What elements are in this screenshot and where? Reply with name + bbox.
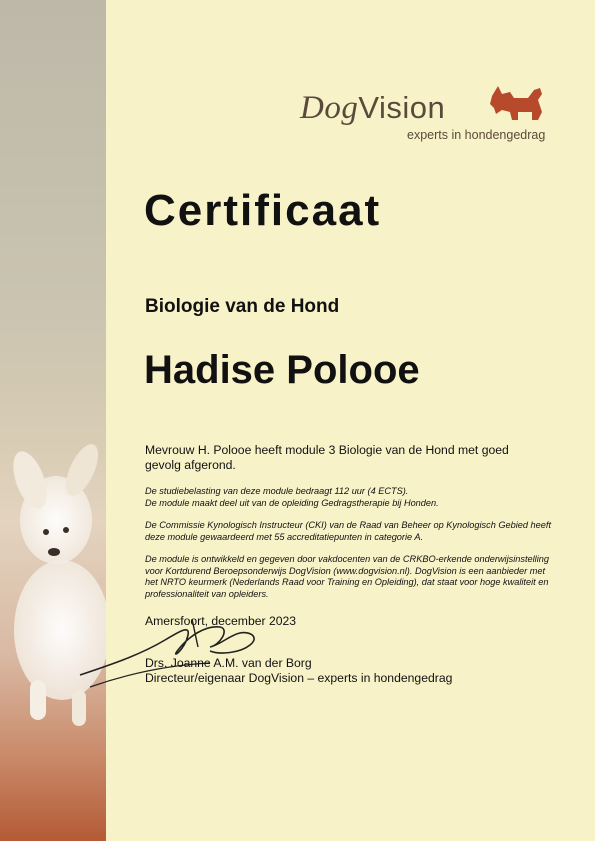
scottie-dog-icon [488, 82, 548, 124]
logo-wordmark [300, 90, 445, 127]
institution-paragraph: De module is ontwikkeld en gegeven door vakdocenten van de CRKBO-erkende onderwijsinstelling voor Kortdurend Beroepsonderwijs DogVision (www.dogvision.nl). DogVision is een aanbieder met het NRTO keurmerk (Nederlands Raad voor Training en Opleiding), dat staat voor hoge kwaliteit en professionaliteit van opleiders. [145, 554, 549, 599]
place-date: Amersfoort, december 2023 [145, 614, 297, 628]
completion-statement: Mevrouw H. Polooe heeft module 3 Biologie van de Hond met goed gevolg afgerond. [145, 443, 509, 472]
sidebar-photo [0, 0, 106, 841]
certificate-title: Certificaat [144, 186, 382, 235]
logo-tagline: experts in hondengedrag [407, 128, 546, 142]
logo-word-dog: Dog [300, 90, 359, 126]
signer-name: Drs. Joanne A.M. van der Borg [145, 656, 312, 670]
signer-role: Directeur/eigenaar DogVision – experts in hondengedrag [145, 670, 453, 685]
logo-word-vision: Vision [358, 90, 446, 125]
module-name: Biologie van de Hond [145, 296, 340, 317]
study-load-paragraph [145, 486, 555, 509]
dog-photo-illustration [0, 0, 106, 841]
dogvision-logo [300, 82, 550, 152]
recipient-name: Hadise Polooe [144, 348, 420, 392]
accreditation-paragraph: De Commissie Kynologisch Instructeur (CKI) van de Raad van Beheer op Kynologisch Gebied heeft deze module gewaardeerd met 55 accreditatiepunten in categorie A. [145, 520, 551, 542]
program-line: De module maakt deel uit van de opleiding Gedragstherapie bij Honden. [145, 497, 439, 508]
study-load-line: De studiebelasting van deze module bedraagt 112 uur (4 ECTS). [145, 486, 409, 496]
signer-block [145, 656, 452, 685]
